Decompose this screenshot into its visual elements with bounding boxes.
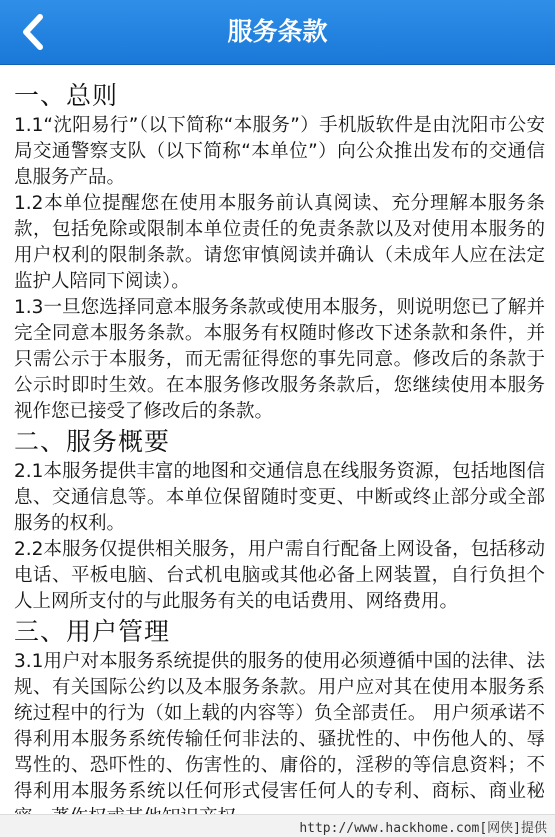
clause-paragraph: 1.1“沈阳易行”（以下简称“本服务”）手机版软件是由沈阳市公安局交通警察支队（以下简称“本单位”）向公众推出发布的交通信息服务产品。 <box>14 115 545 188</box>
section-service-overview <box>14 425 545 615</box>
section-heading: 二、服务概要 <box>14 427 171 456</box>
clause-paragraph: 2.2本服务仅提供相关服务，用户需自行配备上网设备，包括移动电话、平板电脑、台式机电脑或其他必备上网装置，自行负担个人上网所支付的与此服务有关的电话费用、网络费用。 <box>14 539 545 612</box>
clause-paragraph: 1.3一旦您选择同意本服务条款或使用本服务，则说明您已了解并完全同意本服务条款。本服务有权随时修改下述条款和条件，并只需公示于本服务，而无需征得您的事先同意。修改后的条款于公示时即时生效。在本服务修改服务条款后，您继续使用本服务视作您已接受了修改后的条款。 <box>14 297 545 422</box>
section-general <box>14 79 545 425</box>
top-bar <box>0 0 555 65</box>
clause-paragraph: 2.1本服务提供丰富的地图和交通信息在线服务资源，包括地图信息、交通信息等。本单位保留随时变更、中断或终止部分或全部服务的权利。 <box>14 461 545 534</box>
watermark-bar <box>0 814 555 837</box>
section-user-management <box>14 615 545 831</box>
section-heading: 一、总则 <box>14 81 119 110</box>
watermark-text: http://www.hackhome.com[网侠]提供 <box>299 821 547 836</box>
page-title: 服务条款 <box>227 17 328 46</box>
clause-paragraph: 1.2本单位提醒您在使用本服务前认真阅读、充分理解本服务条款，包括免除或限制本单位责任的免责条款以及对使用本服务的用户权利的限制条款。请您审慎阅读并确认（未成年人应在法定监护人陪同下阅读）。 <box>14 193 545 292</box>
section-heading: 三、用户管理 <box>14 617 171 646</box>
terms-content[interactable] <box>0 64 555 814</box>
clause-paragraph: 3.1用户对本服务系统提供的服务的使用必须遵循中国的法律、法规、有关国际公约以及本服务条款。用户应对其在使用本服务系统过程中的行为（如上载的内容等）负全部责任。 用户须承诺不得利用本服务系统传输任何非法的、骚扰性的、中伤他人的、辱骂性的、恐吓性的、伤害性的、庸俗的，淫秽的等信息资料；不得利用本服务系统以任何形式侵害任何人的专利、商标、商业秘 <box>14 651 545 802</box>
